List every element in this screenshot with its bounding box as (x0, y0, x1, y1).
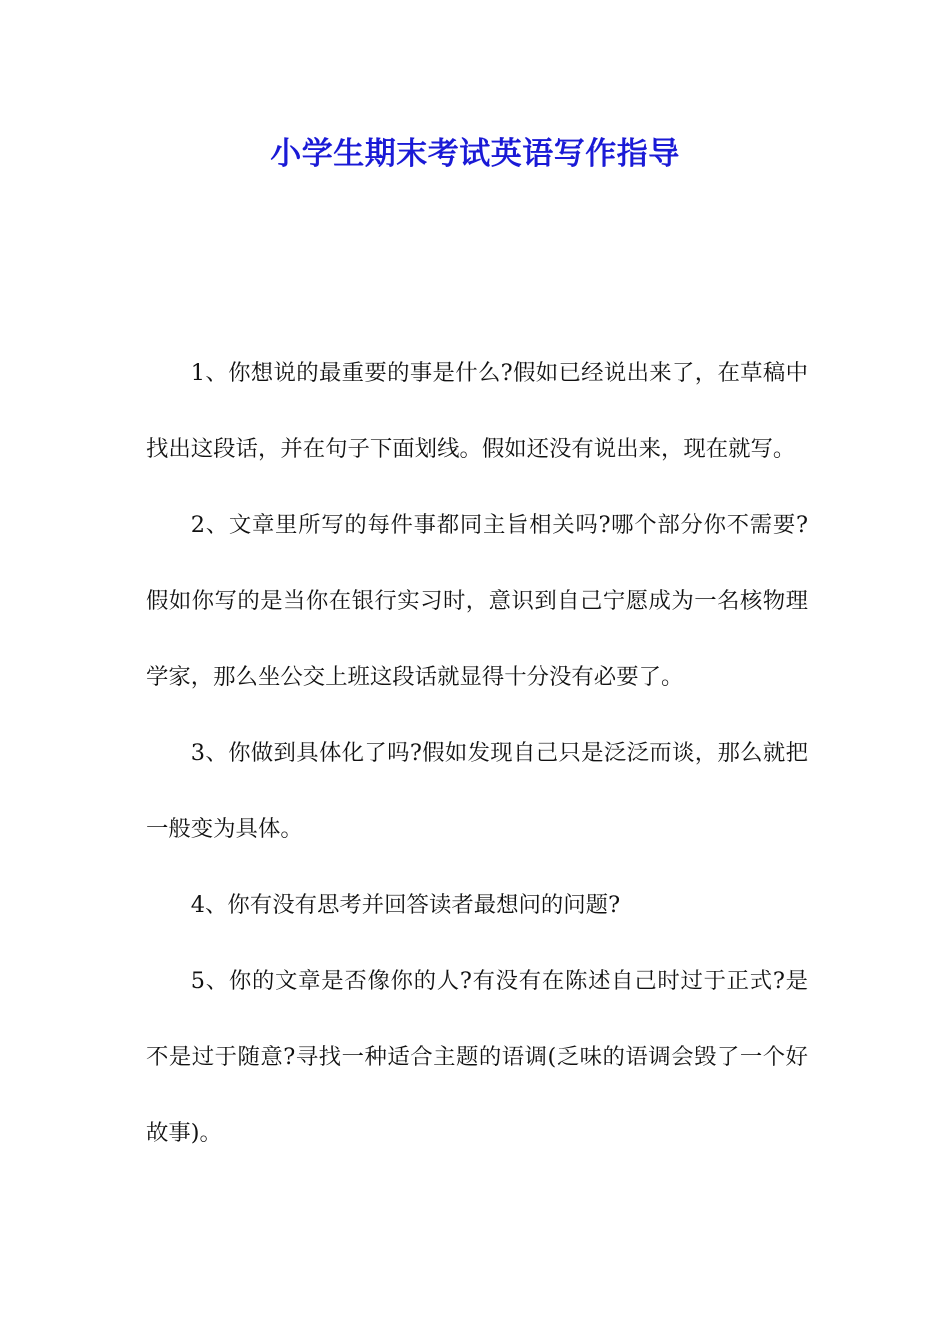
paragraph-2: 2、文章里所写的每件事都同主旨相关吗?哪个部分你不需要?假如你写的是当你在银行实习时，意识到自己宁愿成为一名核物理学家，那么坐公交上班这段话就显得十分没有必要了。 (146, 512, 808, 690)
paragraph-1: 1、你想说的最重要的事是什么?假如已经说出来了，在草稿中找出这段话，并在句子下面划线。假如还没有说出来，现在就写。 (146, 360, 808, 462)
paragraph-4: 4、你有没有思考并回答读者最想问的问题? (190, 892, 621, 918)
paragraph-5: 5、你的文章是否像你的人?有没有在陈述自己时过于正式?是不是过于随意?寻找一种适合主题的语调(乏味的语调会毁了一个好故事)。 (146, 968, 808, 1146)
document-body (146, 335, 808, 1171)
document-title: 小学生期末考试英语写作指导 (270, 136, 680, 172)
paragraph-3: 3、你做到具体化了吗?假如发现自己只是泛泛而谈，那么就把一般变为具体。 (146, 740, 808, 842)
